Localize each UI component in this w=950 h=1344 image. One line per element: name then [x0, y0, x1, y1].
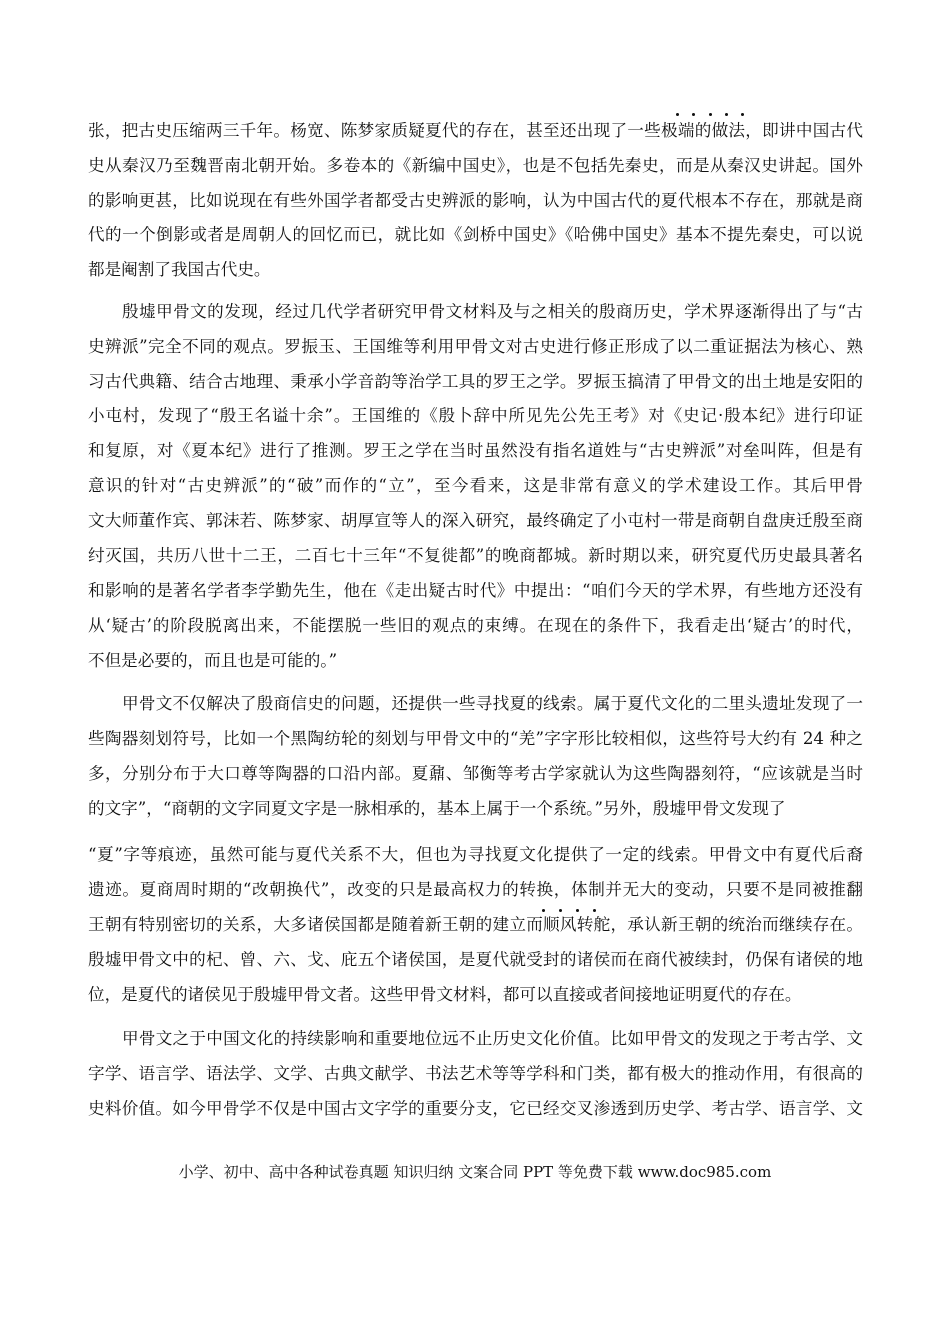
text-line: 都是阉割了我国古代史。 [88, 260, 271, 279]
text-line: 不但是必要的，而且也是可能的。” [88, 651, 338, 670]
emphasis-dots-1 [672, 113, 742, 121]
emphasis-dot [676, 113, 679, 116]
emphasis-dot [741, 113, 744, 116]
emphasis-dot [542, 909, 545, 912]
page-footer: 小学、初中、高中各种试卷真题 知识归纳 文案合同 PPT 等免费下载 www.doc985.com [178, 1163, 772, 1181]
text-line: 史从秦汉乃至魏晋南北朝开始。多卷本的《新编中国史》，也是不包括先秦史，而是从秦汉史讲起。国外 [88, 156, 863, 175]
text-line: 的影响更甚，比如说现在有些外国学者都受古史辨派的影响，认为中国古代的夏代根本不存在，那就是商 [88, 191, 863, 210]
emphasis-dot [559, 909, 562, 912]
text-line: 甲骨文之于中国文化的持续影响和重要地位远不止历史文化价值。比如甲骨文的发现之于考古学、文 [122, 1029, 863, 1048]
text-line: 字学、语言学、语法学、文学、古典文献学、书法艺术等等学科和门类，都有极大的推动作用，有很高的 [88, 1064, 863, 1083]
emphasis-dot [576, 909, 579, 912]
text-line: 甲骨文不仅解决了殷商信史的问题，还提供一些寻找夏的线索。属于夏代文化的二里头遗址发现了一 [122, 694, 863, 713]
text-line: “夏”字等痕迹，虽然可能与夏代关系不大，但也为寻找夏文化提供了一定的线索。甲骨文中有夏代后裔 [88, 845, 863, 864]
text-line: 习古代典籍、结合古地理、秉承小学音韵等治学工具的罗王之学。罗振玉搞清了甲骨文的出土地是安阳的 [88, 372, 863, 391]
text-line: 纣灭国，共历八世十二王，二百七十三年“不复徙都”的晚商都城。新时期以来，研究夏代历史最具著名 [88, 546, 863, 565]
text-line: 的文字”，“商朝的文字同夏文字是一脉相承的，基本上属于一个系统。”另外，殷墟甲骨文发现了 [88, 799, 786, 818]
text-line: 意识的针对“古史辨派”的“破”而作的“立”，至今看来，这是非常有意义的学术建设工作。其后甲骨 [88, 476, 863, 495]
text-line: 小屯村，发现了“殷王名谥十余”。王国维的《殷卜辞中所见先公先王考》对《史记·殷本纪》进行印证 [88, 406, 863, 425]
text-line: 张，把古史压缩两三千年。杨宽、陈梦家质疑夏代的存在，甚至还出现了一些极端的做法，即讲中国古代 [88, 121, 863, 140]
text-line: 遗迹。夏商周时期的“改朝换代”，改变的只是最高权力的转换，体制并无大的变动，只要不是同被推翻 [88, 880, 863, 899]
text-line: 从‘疑古’的阶段脱离出来，不能摆脱一些旧的观点的束缚。在现在的条件下，我看走出‘疑古’的时代， [88, 616, 863, 635]
text-line: 位，是夏代的诸侯见于殷墟甲骨文者。这些甲骨文材料，都可以直接或者间接地证明夏代的存在。 [88, 985, 802, 1004]
emphasis-dot [593, 909, 596, 912]
emphasis-dot [725, 113, 728, 116]
text-line: 史料价值。如今甲骨学不仅是中国古文字学的重要分支，它已经交叉渗透到历史学、考古学、语言学、文 [88, 1099, 863, 1118]
text-line: 王朝有特别密切的关系，大多诸侯国都是随着新王朝的建立而顺风转舵，承认新王朝的统治而继续存在。 [88, 915, 863, 934]
text-line: 殷墟甲骨文的发现，经过几代学者研究甲骨文材料及与之相关的殷商历史，学术界逐渐得出了与“古 [122, 302, 863, 321]
emphasis-dots-2 [538, 909, 598, 917]
text-line: 史辨派”完全不同的观点。罗振玉、王国维等利用甲骨文对古史进行修正形成了以二重证据法为核心、熟 [88, 337, 863, 356]
text-line: 些陶器刻划符号，比如一个黑陶纺轮的刻划与甲骨文中的“羌”字字形比较相似，这些符号大约有 24 种之 [88, 729, 863, 748]
text-line: 和影响的是著名学者李学勤先生，他在《走出疑古时代》中提出：“咱们今天的学术界，有些地方还没有 [88, 581, 863, 600]
text-line: 殷墟甲骨文中的杞、曾、六、戈、庇五个诸侯国，是夏代就受封的诸侯而在商代被续封，仍保有诸侯的地 [88, 950, 863, 969]
text-line: 多，分别分布于大口尊等陶器的口沿内部。夏鼐、邹衡等考古学家就认为这些陶器刻符，“应该就是当时 [88, 764, 863, 783]
text-line: 代的一个倒影或者是周朝人的回忆而已，就比如《剑桥中国史》《哈佛中国史》基本不提先秦史，可以说 [88, 225, 863, 244]
text-line: 文大师董作宾、郭沫若、陈梦家、胡厚宣等人的深入研究，最终确定了小屯村一带是商朝自盘庚迁殷至商 [88, 511, 863, 530]
emphasis-dot [692, 113, 695, 116]
emphasis-dot [709, 113, 712, 116]
text-line: 和复原，对《夏本纪》进行了推测。罗王之学在当时虽然没有指名道姓与“古史辨派”对垒叫阵，但是有 [88, 441, 863, 460]
